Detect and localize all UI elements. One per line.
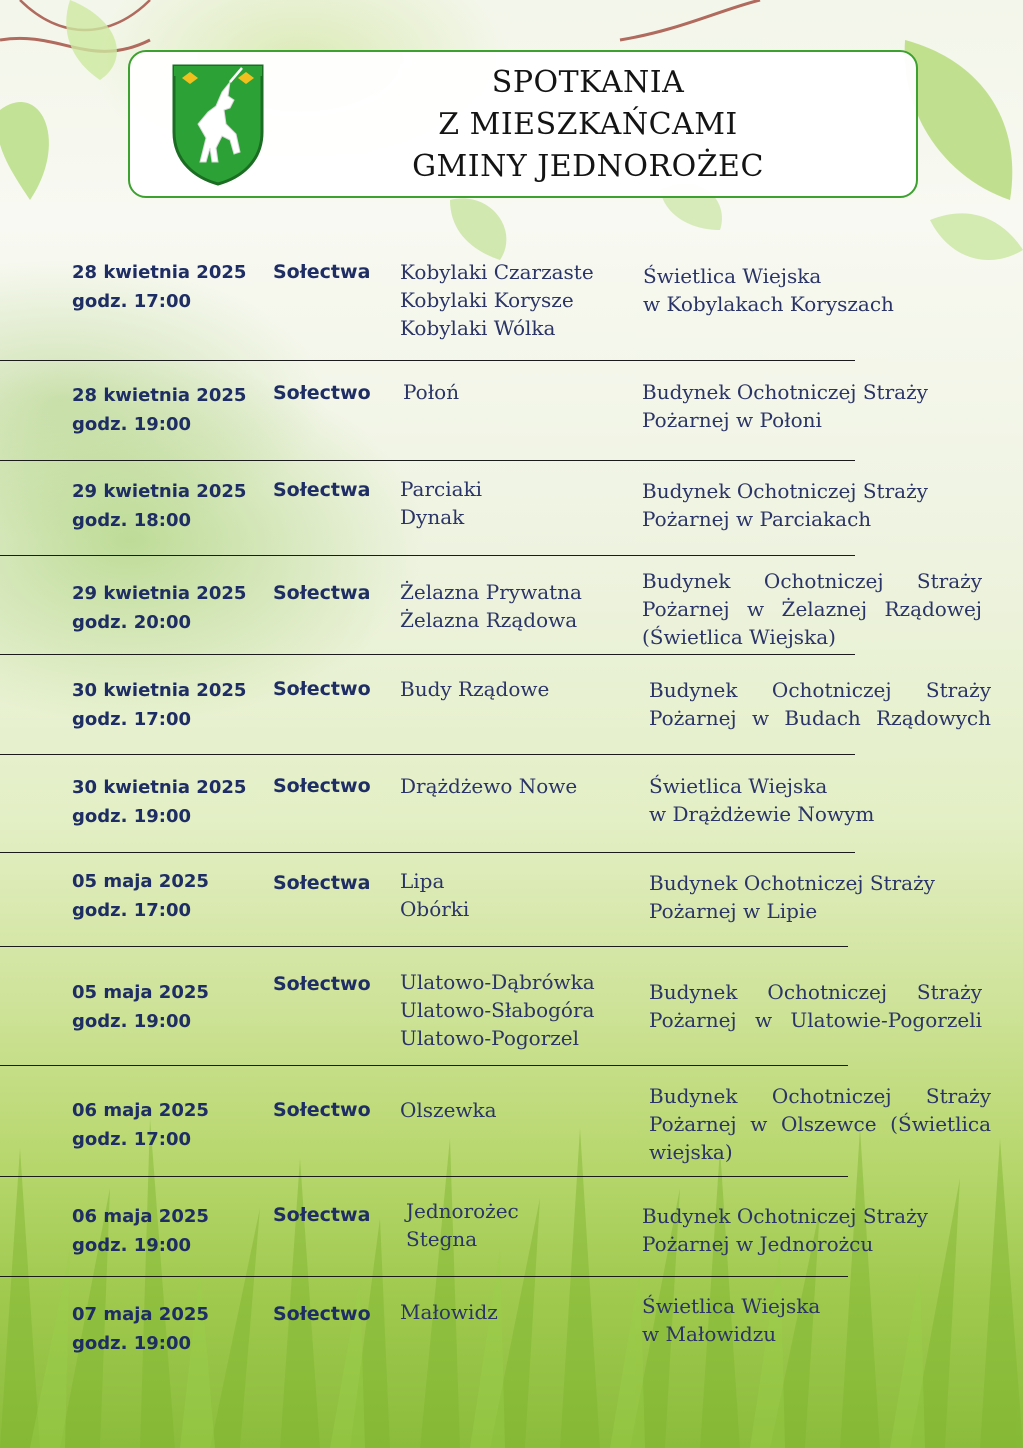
meeting-places (400, 867, 469, 923)
place-name: Budy Rządowe (400, 677, 550, 701)
venue-line: w Kobylakach Koryszach (643, 292, 894, 316)
meeting-venue (642, 567, 982, 651)
meeting-type: Sołectwa (273, 261, 371, 283)
meeting-date: 30 kwietnia 2025 (72, 777, 247, 798)
meeting-datetime (72, 579, 246, 637)
meeting-date: 29 kwietnia 2025 (72, 481, 247, 502)
venue-line: (Świetlica Wiejska) (642, 625, 836, 649)
meeting-type: Sołectwa (273, 582, 371, 604)
unicorn-crest-icon (170, 62, 266, 186)
place-name: Drążdżewo Nowe (400, 774, 578, 798)
meeting-places (400, 675, 549, 703)
meeting-datetime (72, 258, 246, 316)
venue-line: Budynek Ochotniczej Straży (649, 871, 935, 895)
meeting-time: godz. 19:00 (72, 1011, 192, 1032)
row-divider (0, 1276, 848, 1277)
page-title (300, 62, 876, 188)
place-name: Stegna (406, 1227, 478, 1251)
meeting-time: godz. 17:00 (72, 1129, 192, 1150)
place-name: Obórki (400, 897, 470, 921)
venue-line: Budynek Ochotniczej Straży (649, 980, 982, 1004)
place-name: Lipa (400, 869, 445, 893)
meeting-venue (643, 262, 894, 318)
place-name: Małowidz (400, 1300, 498, 1324)
meeting-venue (649, 772, 874, 828)
meeting-type: Sołectwo (273, 1099, 371, 1121)
meeting-places (400, 1298, 498, 1326)
row-divider (0, 360, 855, 361)
place-name: Kobylaki Czarzaste (400, 260, 594, 284)
place-name: Olszewka (400, 1098, 497, 1122)
title-line-3: GMINY JEDNOROŻEC (412, 149, 764, 184)
venue-line: Świetlica Wiejska (643, 264, 822, 288)
meeting-time: godz. 19:00 (72, 1235, 192, 1256)
place-name: Połoń (403, 380, 460, 404)
meeting-venue (649, 978, 982, 1034)
meeting-time: godz. 17:00 (72, 291, 192, 312)
meeting-venue (649, 869, 935, 925)
meeting-venue (649, 676, 991, 732)
meeting-date: 06 maja 2025 (72, 1206, 209, 1227)
meeting-places (400, 258, 594, 342)
meeting-places (400, 475, 482, 531)
title-line-1: SPOTKANIA (491, 65, 685, 100)
venue-line: Pożarnej w Lipie (649, 899, 818, 923)
meeting-date: 06 maja 2025 (72, 1100, 209, 1121)
meeting-venue (642, 477, 928, 533)
row-divider (0, 654, 855, 655)
meeting-datetime (72, 1202, 209, 1260)
row-divider (0, 1065, 848, 1066)
meeting-date: 05 maja 2025 (72, 871, 209, 892)
meeting-date: 29 kwietnia 2025 (72, 583, 247, 604)
place-name: Kobylaki Korysze (400, 288, 574, 312)
meeting-type: Sołectwa (273, 872, 371, 894)
meeting-datetime (72, 1300, 209, 1358)
venue-line: Pożarnej w Połoni (642, 408, 822, 432)
meeting-type: Sołectwo (273, 1303, 371, 1325)
place-name: Ulatowo-Dąbrówka (400, 970, 595, 994)
meeting-date: 30 kwietnia 2025 (72, 680, 247, 701)
meeting-places (400, 772, 577, 800)
meeting-time: godz. 18:00 (72, 510, 192, 531)
meeting-type: Sołectwo (273, 775, 371, 797)
meeting-time: godz. 20:00 (72, 612, 192, 633)
venue-line: wiejska) (649, 1140, 733, 1164)
meeting-time: godz. 19:00 (72, 414, 192, 435)
meeting-type: Sołectwa (273, 1204, 371, 1226)
venue-line: Budynek Ochotniczej Straży (642, 479, 928, 503)
venue-line: w Małowidzu (642, 1322, 777, 1346)
venue-line: Budynek Ochotniczej Straży (649, 678, 991, 702)
meeting-datetime (72, 381, 246, 439)
meeting-venue (649, 1082, 991, 1166)
venue-line: Pożarnej w Olszewce (Świetlica (649, 1112, 991, 1136)
place-name: Kobylaki Wólka (400, 316, 556, 340)
meeting-places (403, 378, 459, 406)
meeting-venue (642, 1202, 928, 1258)
place-name: Jednorożec (406, 1199, 519, 1223)
venue-line: Świetlica Wiejska (649, 774, 828, 798)
row-divider (0, 946, 848, 947)
meeting-datetime (72, 676, 246, 734)
place-name: Ulatowo-Pogorzel (400, 1026, 580, 1050)
meeting-places (400, 968, 595, 1052)
place-name: Parciaki (400, 477, 483, 501)
venue-line: Pożarnej w Parciakach (642, 507, 872, 531)
meeting-venue (642, 378, 928, 434)
header-box (128, 50, 918, 198)
meeting-type: Sołectwo (273, 382, 371, 404)
row-divider (0, 852, 855, 853)
meeting-datetime (72, 773, 246, 831)
meeting-time: godz. 17:00 (72, 709, 192, 730)
venue-line: Pożarnej w Jednorożcu (642, 1232, 874, 1256)
venue-line: Pożarnej w Ulatowie-Pogorzeli (649, 1008, 982, 1032)
meeting-type: Sołectwo (273, 678, 371, 700)
place-name: Dynak (400, 505, 465, 529)
meeting-date: 07 maja 2025 (72, 1304, 209, 1325)
meeting-type: Sołectwa (273, 479, 371, 501)
place-name: Żelazna Prywatna (400, 580, 582, 604)
meeting-time: godz. 17:00 (72, 900, 192, 921)
venue-line: Pożarnej w Budach Rządowych (649, 706, 991, 730)
meeting-places (400, 1096, 497, 1124)
meeting-datetime (72, 867, 209, 925)
venue-line: Pożarnej w Żelaznej Rządowej (642, 597, 982, 621)
meeting-datetime (72, 978, 209, 1036)
meeting-datetime (72, 477, 246, 535)
meeting-datetime (72, 1096, 209, 1154)
row-divider (0, 754, 855, 755)
venue-line: Świetlica Wiejska (642, 1294, 821, 1318)
meeting-date: 28 kwietnia 2025 (72, 262, 247, 283)
meeting-time: godz. 19:00 (72, 806, 192, 827)
meeting-places (406, 1197, 519, 1253)
row-divider (0, 460, 855, 461)
meeting-date: 28 kwietnia 2025 (72, 385, 247, 406)
place-name: Żelazna Rządowa (400, 608, 578, 632)
meeting-venue (642, 1292, 820, 1348)
meeting-date: 05 maja 2025 (72, 982, 209, 1003)
meeting-places (400, 578, 582, 634)
title-line-2: Z MIESZKAŃCAMI (438, 107, 738, 142)
row-divider (0, 1176, 848, 1177)
venue-line: Budynek Ochotniczej Straży (642, 569, 982, 593)
venue-line: Budynek Ochotniczej Straży (642, 1204, 928, 1228)
place-name: Ulatowo-Słabogóra (400, 998, 595, 1022)
venue-line: Budynek Ochotniczej Straży (642, 380, 928, 404)
venue-line: w Drążdżewie Nowym (649, 802, 875, 826)
row-divider (0, 555, 855, 556)
meeting-time: godz. 19:00 (72, 1333, 192, 1354)
meeting-type: Sołectwo (273, 973, 371, 995)
venue-line: Budynek Ochotniczej Straży (649, 1084, 991, 1108)
